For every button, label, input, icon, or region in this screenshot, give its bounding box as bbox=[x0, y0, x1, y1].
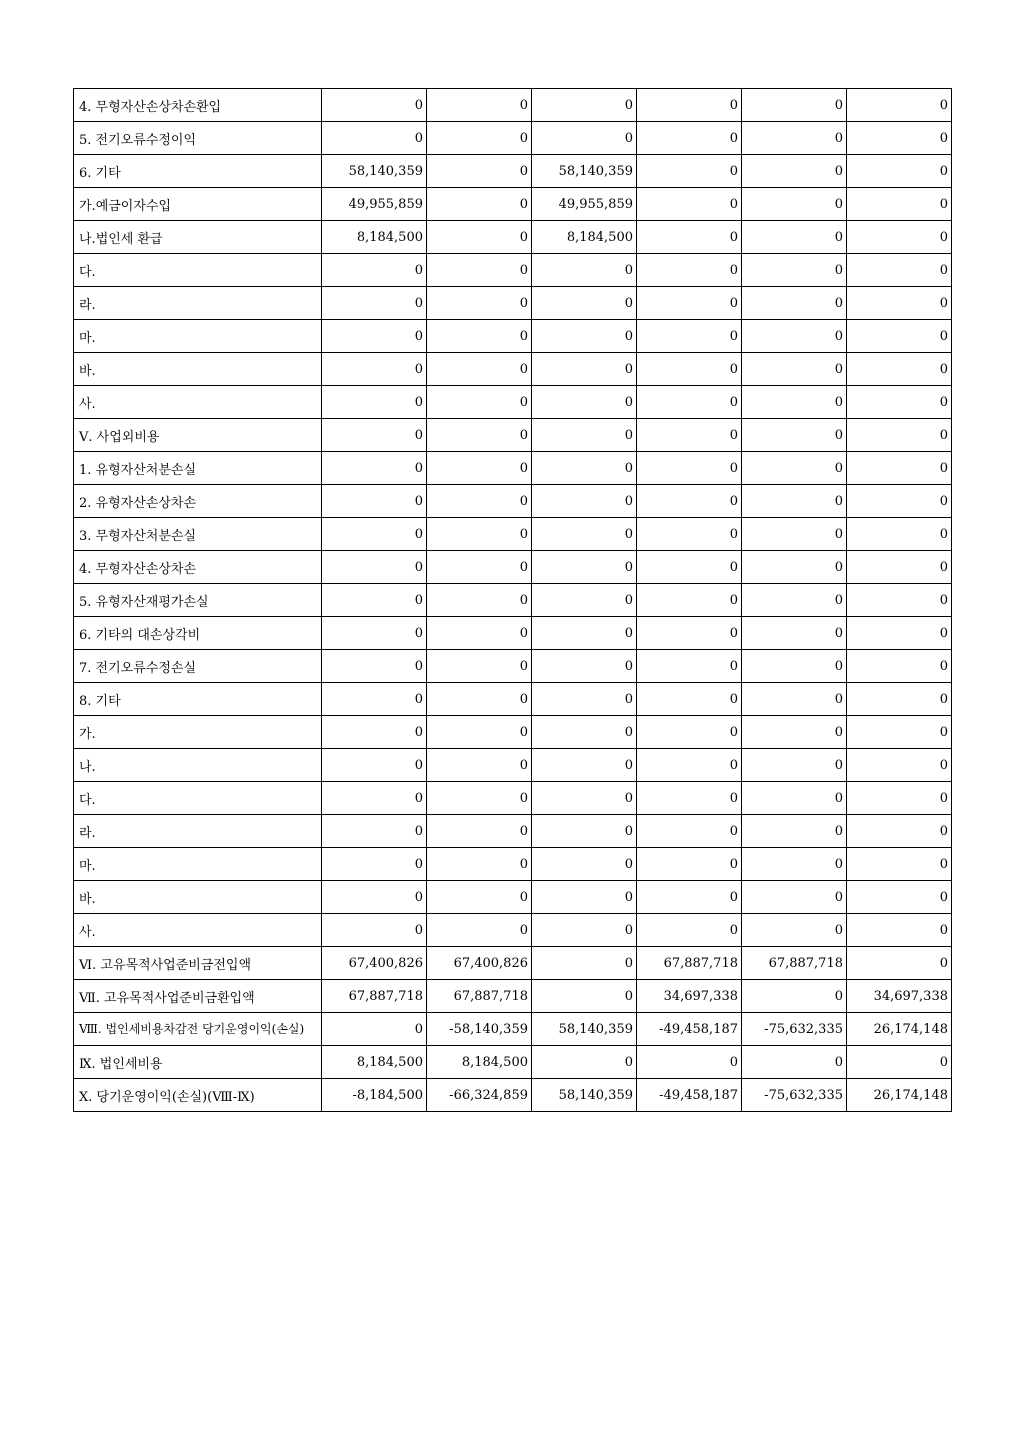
row-label: 가. bbox=[74, 716, 322, 749]
row-label: 나. bbox=[74, 749, 322, 782]
amount-cell: 67,400,826 bbox=[427, 947, 532, 980]
amount-cell: 0 bbox=[427, 683, 532, 716]
amount-cell: 0 bbox=[742, 188, 847, 221]
table-row bbox=[74, 188, 952, 221]
amount-cell: 0 bbox=[532, 353, 637, 386]
amount-cell: 0 bbox=[637, 617, 742, 650]
amount-cell: -75,632,335 bbox=[742, 1079, 847, 1112]
amount-cell: 0 bbox=[847, 815, 952, 848]
amount-cell: -66,324,859 bbox=[427, 1079, 532, 1112]
table-row bbox=[74, 1079, 952, 1112]
table-row bbox=[74, 221, 952, 254]
row-label: 나.법인세 환급 bbox=[74, 221, 322, 254]
amount-cell: 0 bbox=[637, 386, 742, 419]
amount-cell: 0 bbox=[637, 254, 742, 287]
amount-cell: 8,184,500 bbox=[322, 1046, 427, 1079]
amount-cell: 0 bbox=[322, 89, 427, 122]
table-row bbox=[74, 749, 952, 782]
amount-cell: 0 bbox=[637, 320, 742, 353]
row-label: Ⅵ. 고유목적사업준비금전입액 bbox=[74, 947, 322, 980]
amount-cell: 0 bbox=[532, 386, 637, 419]
amount-cell: 0 bbox=[427, 287, 532, 320]
amount-cell: 0 bbox=[532, 518, 637, 551]
table-row bbox=[74, 650, 952, 683]
amount-cell: 0 bbox=[532, 947, 637, 980]
amount-cell: 0 bbox=[637, 584, 742, 617]
table-body bbox=[74, 89, 952, 1112]
row-label: 2. 유형자산손상차손 bbox=[74, 485, 322, 518]
amount-cell: 58,140,359 bbox=[322, 155, 427, 188]
amount-cell: 0 bbox=[637, 749, 742, 782]
row-label: 사. bbox=[74, 386, 322, 419]
amount-cell: 49,955,859 bbox=[532, 188, 637, 221]
amount-cell: 0 bbox=[742, 617, 847, 650]
amount-cell: 0 bbox=[847, 155, 952, 188]
table-row bbox=[74, 254, 952, 287]
table-row bbox=[74, 683, 952, 716]
row-label: 바. bbox=[74, 353, 322, 386]
amount-cell: 0 bbox=[847, 254, 952, 287]
row-label: 라. bbox=[74, 815, 322, 848]
amount-cell: 0 bbox=[742, 221, 847, 254]
amount-cell: 0 bbox=[532, 749, 637, 782]
amount-cell: 8,184,500 bbox=[322, 221, 427, 254]
row-label: 8. 기타 bbox=[74, 683, 322, 716]
row-label: 4. 무형자산손상차손 bbox=[74, 551, 322, 584]
amount-cell: 0 bbox=[532, 551, 637, 584]
amount-cell: 0 bbox=[532, 848, 637, 881]
amount-cell: 0 bbox=[322, 419, 427, 452]
table-row bbox=[74, 914, 952, 947]
amount-cell: 8,184,500 bbox=[532, 221, 637, 254]
amount-cell: 0 bbox=[322, 584, 427, 617]
amount-cell: 0 bbox=[322, 320, 427, 353]
amount-cell: 0 bbox=[532, 419, 637, 452]
amount-cell: 0 bbox=[532, 782, 637, 815]
amount-cell: 0 bbox=[637, 221, 742, 254]
amount-cell: 0 bbox=[742, 881, 847, 914]
amount-cell: 0 bbox=[427, 452, 532, 485]
amount-cell: 34,697,338 bbox=[637, 980, 742, 1013]
amount-cell: 0 bbox=[322, 881, 427, 914]
row-label: 5. 전기오류수정이익 bbox=[74, 122, 322, 155]
amount-cell: 0 bbox=[637, 452, 742, 485]
amount-cell: 0 bbox=[532, 980, 637, 1013]
amount-cell: 0 bbox=[742, 584, 847, 617]
row-label: 마. bbox=[74, 320, 322, 353]
row-label: 3. 무형자산처분손실 bbox=[74, 518, 322, 551]
row-label: 다. bbox=[74, 782, 322, 815]
amount-cell: 0 bbox=[637, 716, 742, 749]
amount-cell: 67,400,826 bbox=[322, 947, 427, 980]
amount-cell: 0 bbox=[847, 452, 952, 485]
amount-cell: 0 bbox=[742, 518, 847, 551]
amount-cell: 58,140,359 bbox=[532, 1013, 637, 1046]
amount-cell: 34,697,338 bbox=[847, 980, 952, 1013]
amount-cell: 0 bbox=[742, 551, 847, 584]
amount-cell: 0 bbox=[742, 254, 847, 287]
amount-cell: 0 bbox=[847, 947, 952, 980]
row-label: 1. 유형자산처분손실 bbox=[74, 452, 322, 485]
amount-cell: 67,887,718 bbox=[742, 947, 847, 980]
table-row bbox=[74, 1013, 952, 1046]
amount-cell: 0 bbox=[322, 749, 427, 782]
amount-cell: 0 bbox=[532, 89, 637, 122]
amount-cell: 49,955,859 bbox=[322, 188, 427, 221]
row-label: 7. 전기오류수정손실 bbox=[74, 650, 322, 683]
row-label: Ⅶ. 고유목적사업준비금환입액 bbox=[74, 980, 322, 1013]
table-row bbox=[74, 947, 952, 980]
amount-cell: 0 bbox=[532, 815, 637, 848]
amount-cell: 0 bbox=[847, 353, 952, 386]
amount-cell: 0 bbox=[427, 815, 532, 848]
table-row bbox=[74, 155, 952, 188]
amount-cell: 0 bbox=[532, 584, 637, 617]
amount-cell: 0 bbox=[637, 782, 742, 815]
table-row bbox=[74, 89, 952, 122]
amount-cell: 0 bbox=[322, 683, 427, 716]
amount-cell: 0 bbox=[322, 122, 427, 155]
row-label: 6. 기타 bbox=[74, 155, 322, 188]
amount-cell: 0 bbox=[637, 89, 742, 122]
amount-cell: 67,887,718 bbox=[322, 980, 427, 1013]
table-row bbox=[74, 980, 952, 1013]
amount-cell: 0 bbox=[847, 584, 952, 617]
table-row bbox=[74, 1046, 952, 1079]
amount-cell: 0 bbox=[742, 287, 847, 320]
amount-cell: 0 bbox=[847, 485, 952, 518]
amount-cell: 0 bbox=[742, 980, 847, 1013]
amount-cell: 0 bbox=[742, 848, 847, 881]
amount-cell: 0 bbox=[847, 320, 952, 353]
amount-cell: 0 bbox=[742, 914, 847, 947]
table-row bbox=[74, 386, 952, 419]
amount-cell: 58,140,359 bbox=[532, 1079, 637, 1112]
income-statement-table bbox=[73, 88, 952, 1112]
amount-cell: 0 bbox=[532, 617, 637, 650]
amount-cell: -8,184,500 bbox=[322, 1079, 427, 1112]
amount-cell: 0 bbox=[322, 452, 427, 485]
row-label: 4. 무형자산손상차손환입 bbox=[74, 89, 322, 122]
table-row bbox=[74, 485, 952, 518]
amount-cell: 0 bbox=[427, 749, 532, 782]
amount-cell: -49,458,187 bbox=[637, 1079, 742, 1112]
amount-cell: 0 bbox=[847, 188, 952, 221]
amount-cell: 0 bbox=[532, 254, 637, 287]
row-label: 마. bbox=[74, 848, 322, 881]
amount-cell: 0 bbox=[322, 254, 427, 287]
table-row bbox=[74, 716, 952, 749]
amount-cell: 0 bbox=[322, 353, 427, 386]
table-row bbox=[74, 353, 952, 386]
amount-cell: 0 bbox=[427, 551, 532, 584]
amount-cell: 0 bbox=[532, 683, 637, 716]
amount-cell: 0 bbox=[637, 815, 742, 848]
amount-cell: 0 bbox=[847, 551, 952, 584]
amount-cell: 0 bbox=[427, 386, 532, 419]
row-label: 가.예금이자수입 bbox=[74, 188, 322, 221]
amount-cell: 67,887,718 bbox=[427, 980, 532, 1013]
amount-cell: 0 bbox=[847, 914, 952, 947]
row-label: 바. bbox=[74, 881, 322, 914]
amount-cell: 0 bbox=[322, 848, 427, 881]
amount-cell: 0 bbox=[637, 881, 742, 914]
amount-cell: 0 bbox=[427, 650, 532, 683]
amount-cell: 0 bbox=[742, 650, 847, 683]
amount-cell: 0 bbox=[637, 155, 742, 188]
amount-cell: 0 bbox=[532, 650, 637, 683]
amount-cell: 0 bbox=[427, 221, 532, 254]
table-row bbox=[74, 584, 952, 617]
amount-cell: 0 bbox=[322, 650, 427, 683]
amount-cell: 26,174,148 bbox=[847, 1013, 952, 1046]
table-row bbox=[74, 782, 952, 815]
amount-cell: 0 bbox=[322, 518, 427, 551]
amount-cell: 0 bbox=[847, 221, 952, 254]
amount-cell: 0 bbox=[427, 881, 532, 914]
amount-cell: 0 bbox=[322, 815, 427, 848]
amount-cell: 0 bbox=[847, 386, 952, 419]
amount-cell: 0 bbox=[427, 419, 532, 452]
amount-cell: 0 bbox=[847, 89, 952, 122]
amount-cell: -58,140,359 bbox=[427, 1013, 532, 1046]
row-label: 라. bbox=[74, 287, 322, 320]
amount-cell: 0 bbox=[742, 683, 847, 716]
row-label: 6. 기타의 대손상각비 bbox=[74, 617, 322, 650]
amount-cell: 0 bbox=[532, 452, 637, 485]
amount-cell: 0 bbox=[847, 1046, 952, 1079]
amount-cell: 0 bbox=[427, 485, 532, 518]
amount-cell: 0 bbox=[532, 122, 637, 155]
row-label: 사. bbox=[74, 914, 322, 947]
table-row bbox=[74, 617, 952, 650]
amount-cell: 0 bbox=[322, 386, 427, 419]
amount-cell: 0 bbox=[427, 914, 532, 947]
amount-cell: 0 bbox=[322, 287, 427, 320]
amount-cell: 0 bbox=[322, 485, 427, 518]
amount-cell: 58,140,359 bbox=[532, 155, 637, 188]
amount-cell: 0 bbox=[847, 650, 952, 683]
table-row bbox=[74, 452, 952, 485]
amount-cell: 0 bbox=[637, 485, 742, 518]
amount-cell: 0 bbox=[847, 122, 952, 155]
amount-cell: 0 bbox=[742, 749, 847, 782]
amount-cell: 0 bbox=[742, 419, 847, 452]
amount-cell: 0 bbox=[532, 716, 637, 749]
amount-cell: 0 bbox=[427, 155, 532, 188]
amount-cell: 0 bbox=[742, 353, 847, 386]
amount-cell: 0 bbox=[847, 287, 952, 320]
amount-cell: 0 bbox=[742, 452, 847, 485]
amount-cell: 0 bbox=[847, 848, 952, 881]
amount-cell: 0 bbox=[532, 1046, 637, 1079]
amount-cell: 0 bbox=[532, 914, 637, 947]
amount-cell: 0 bbox=[847, 716, 952, 749]
amount-cell: 0 bbox=[322, 1013, 427, 1046]
amount-cell: 0 bbox=[637, 518, 742, 551]
table-row bbox=[74, 122, 952, 155]
row-label: Ⅸ. 법인세비용 bbox=[74, 1046, 322, 1079]
table-row bbox=[74, 881, 952, 914]
amount-cell: 0 bbox=[427, 320, 532, 353]
amount-cell: 0 bbox=[322, 914, 427, 947]
amount-cell: 0 bbox=[637, 551, 742, 584]
row-label: 5. 유형자산재평가손실 bbox=[74, 584, 322, 617]
amount-cell: 0 bbox=[532, 881, 637, 914]
amount-cell: 0 bbox=[427, 584, 532, 617]
amount-cell: 0 bbox=[637, 419, 742, 452]
amount-cell: 0 bbox=[427, 617, 532, 650]
amount-cell: 0 bbox=[637, 287, 742, 320]
amount-cell: 0 bbox=[742, 320, 847, 353]
amount-cell: 0 bbox=[427, 518, 532, 551]
row-label: Ⅹ. 당기운영이익(손실)(Ⅷ-Ⅸ) bbox=[74, 1079, 322, 1112]
amount-cell: 0 bbox=[637, 188, 742, 221]
amount-cell: 0 bbox=[427, 122, 532, 155]
amount-cell: 0 bbox=[742, 122, 847, 155]
amount-cell: -75,632,335 bbox=[742, 1013, 847, 1046]
amount-cell: 0 bbox=[637, 848, 742, 881]
amount-cell: 8,184,500 bbox=[427, 1046, 532, 1079]
amount-cell: 0 bbox=[427, 89, 532, 122]
amount-cell: 0 bbox=[322, 617, 427, 650]
amount-cell: 0 bbox=[427, 848, 532, 881]
amount-cell: 0 bbox=[742, 815, 847, 848]
table-row bbox=[74, 518, 952, 551]
amount-cell: 0 bbox=[322, 551, 427, 584]
amount-cell: 0 bbox=[742, 782, 847, 815]
amount-cell: 0 bbox=[742, 1046, 847, 1079]
row-label: 다. bbox=[74, 254, 322, 287]
row-label: Ⅷ. 법인세비용차감전 당기운영이익(손실) bbox=[74, 1013, 322, 1046]
amount-cell: 0 bbox=[427, 188, 532, 221]
amount-cell: 0 bbox=[637, 122, 742, 155]
amount-cell: 0 bbox=[847, 419, 952, 452]
amount-cell: 0 bbox=[847, 782, 952, 815]
amount-cell: 0 bbox=[637, 914, 742, 947]
amount-cell: 0 bbox=[847, 749, 952, 782]
amount-cell: 0 bbox=[532, 287, 637, 320]
amount-cell: 0 bbox=[637, 683, 742, 716]
amount-cell: 0 bbox=[532, 320, 637, 353]
amount-cell: 0 bbox=[742, 485, 847, 518]
amount-cell: 0 bbox=[847, 683, 952, 716]
amount-cell: 0 bbox=[427, 353, 532, 386]
amount-cell: 0 bbox=[742, 716, 847, 749]
amount-cell: 0 bbox=[637, 650, 742, 683]
row-label: Ⅴ. 사업외비용 bbox=[74, 419, 322, 452]
amount-cell: 0 bbox=[427, 782, 532, 815]
table-row bbox=[74, 848, 952, 881]
amount-cell: 0 bbox=[742, 386, 847, 419]
table-row bbox=[74, 320, 952, 353]
amount-cell: 0 bbox=[637, 1046, 742, 1079]
amount-cell: 0 bbox=[322, 782, 427, 815]
amount-cell: 0 bbox=[427, 254, 532, 287]
amount-cell: 0 bbox=[427, 716, 532, 749]
table-row bbox=[74, 419, 952, 452]
amount-cell: 0 bbox=[847, 617, 952, 650]
amount-cell: 26,174,148 bbox=[847, 1079, 952, 1112]
amount-cell: 0 bbox=[847, 881, 952, 914]
table-row bbox=[74, 815, 952, 848]
table-row bbox=[74, 287, 952, 320]
amount-cell: 0 bbox=[742, 89, 847, 122]
table-row bbox=[74, 551, 952, 584]
amount-cell: 0 bbox=[847, 518, 952, 551]
amount-cell: -49,458,187 bbox=[637, 1013, 742, 1046]
amount-cell: 0 bbox=[532, 485, 637, 518]
amount-cell: 0 bbox=[637, 353, 742, 386]
amount-cell: 0 bbox=[322, 716, 427, 749]
amount-cell: 67,887,718 bbox=[637, 947, 742, 980]
amount-cell: 0 bbox=[742, 155, 847, 188]
